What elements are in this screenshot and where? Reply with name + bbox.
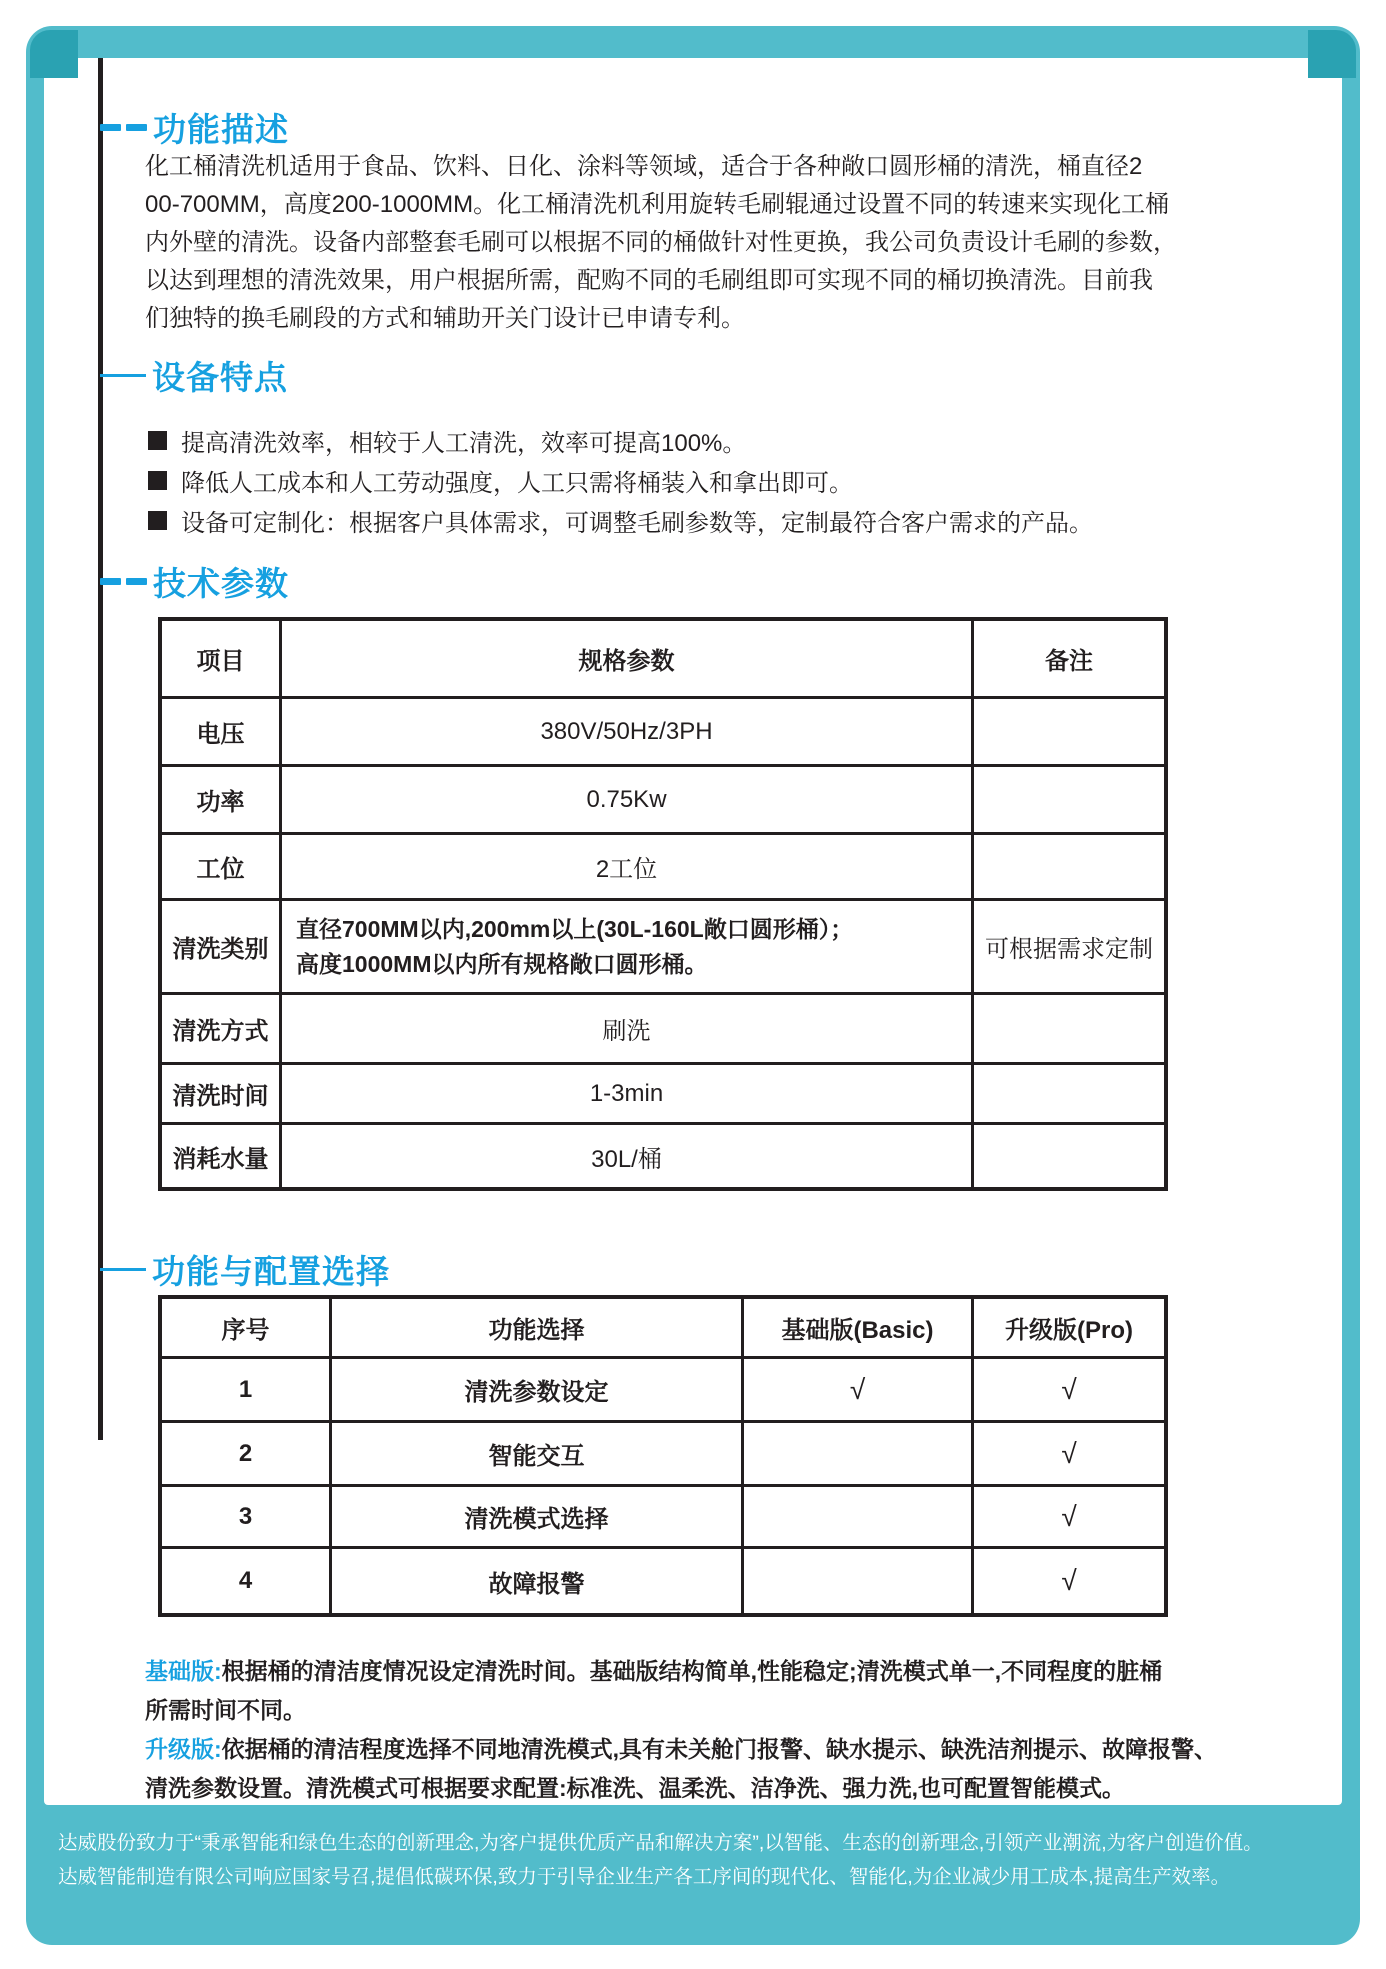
- header-cell: 基础版(Basic): [744, 1299, 974, 1356]
- remark-cell: [974, 835, 1164, 898]
- heading-line-icon: [100, 374, 146, 377]
- checkmark-icon: √: [849, 1373, 866, 1405]
- features-list: [148, 420, 1093, 540]
- note-line: [145, 1730, 1217, 1769]
- remark-cell: [974, 995, 1164, 1062]
- row-number-cell: 1: [162, 1359, 332, 1420]
- bullet-square-icon: [148, 431, 167, 450]
- spec-line: 高度1000MM以内所有规格敞口圆形桶。: [296, 950, 708, 977]
- spec-cell: [282, 901, 974, 992]
- left-section-rule: [98, 58, 103, 1440]
- remark-cell: [974, 767, 1164, 832]
- header-cell: 备注: [1045, 648, 1093, 675]
- header-cell: 规格参数: [282, 621, 974, 696]
- spec-cell: 1-3min: [282, 1065, 974, 1122]
- header-cell: 升级版(Pro): [1005, 1317, 1133, 1344]
- note-line: 清洗参数设置。清洗模式可根据要求配置:标准洗、温柔洗、洁净洗、强力洗,也可配置智能模式。: [145, 1775, 1126, 1801]
- basic-version-cell: [744, 1487, 974, 1546]
- param-name-cell: 清洗方式: [162, 995, 282, 1062]
- spec-cell: 0.75Kw: [282, 767, 974, 832]
- table-row: [162, 767, 1164, 835]
- param-name-cell: 消耗水量: [162, 1125, 282, 1187]
- row-number-cell: 3: [162, 1487, 332, 1546]
- note-text: 根据桶的清洁度情况设定清洗时间。基础版结构简单,性能稳定;清洗模式单一,不同程度的脏桶: [221, 1658, 1163, 1684]
- config-options-table: [158, 1295, 1168, 1617]
- table-row: [162, 1487, 1164, 1549]
- checkmark-icon: √: [1061, 1500, 1077, 1532]
- pro-version-cell: [974, 1359, 1164, 1420]
- table-header-row: [162, 1299, 1164, 1359]
- note-version-label: 升级版:: [145, 1736, 222, 1762]
- feature-name-cell: 清洗参数设定: [332, 1359, 744, 1420]
- param-name-cell: 电压: [162, 699, 282, 764]
- tech-params-table: [158, 617, 1168, 1191]
- pro-version-cell: [974, 1423, 1164, 1484]
- feature-name-cell: 故障报警: [332, 1549, 744, 1613]
- table-header-row: [162, 621, 1164, 699]
- table-row: [162, 835, 1164, 901]
- feature-text: 设备可定制化：根据客户具体需求，可调整毛刷参数等，定制最符合客户需求的产品。: [181, 509, 1093, 537]
- param-name-cell: 清洗时间: [162, 1065, 282, 1122]
- remark-cell: [974, 699, 1164, 764]
- section-heading-features: [100, 352, 288, 399]
- section-title: 技术参数: [153, 565, 289, 602]
- basic-version-cell: [744, 1549, 974, 1613]
- section-heading-function-desc: [100, 104, 289, 151]
- feature-text: 提高清洗效率，相较于人工清洗，效率可提高100%。: [181, 429, 747, 457]
- spec-cell: 380V/50Hz/3PH: [282, 699, 974, 764]
- row-number-cell: 4: [162, 1549, 332, 1613]
- basic-version-cell: [744, 1359, 974, 1420]
- feature-item: [148, 420, 1093, 460]
- table-row: [162, 995, 1164, 1065]
- function-description-paragraph: [145, 148, 1177, 338]
- footer-line: 达威股份致力于“秉承智能和绿色生态的创新理念,为客户提供优质产品和解决方案”,以智能、生态的创新理念,引领产业潮流,为客户创造价值。: [58, 1832, 1263, 1854]
- note-line: 所需时间不同。: [145, 1697, 306, 1723]
- param-name-cell: 清洗类别: [162, 901, 282, 992]
- heading-line-icon: [100, 1268, 146, 1271]
- bullet-square-icon: [148, 511, 167, 530]
- table-row: [162, 1423, 1164, 1487]
- pro-version-cell: [974, 1487, 1164, 1546]
- header-cell: 序号: [162, 1299, 332, 1356]
- row-number-cell: 2: [162, 1423, 332, 1484]
- corner-accent-top-left: [30, 30, 78, 78]
- table-row: [162, 1359, 1164, 1423]
- version-notes: [145, 1652, 1217, 1808]
- param-name-cell: 工位: [162, 835, 282, 898]
- spec-cell: 30L/桶: [282, 1125, 974, 1187]
- table-row: [162, 1065, 1164, 1125]
- param-name-cell: 功率: [162, 767, 282, 832]
- bullet-square-icon: [148, 471, 167, 490]
- paragraph-line: 化工桶清洗机适用于食品、饮料、日化、涂料等领域，适合于各种敞口圆形桶的清洗，桶直径2: [145, 153, 1143, 180]
- section-title: 功能与配置选择: [152, 1253, 390, 1290]
- footer-company-statement: [58, 1826, 1263, 1894]
- table-row: [162, 901, 1164, 995]
- paragraph-line: 以达到理想的清洗效果，用户根据所需，配购不同的毛刷组即可实现不同的桶切换清洗。目前我: [145, 267, 1153, 294]
- remark-cell: [974, 1125, 1164, 1187]
- spec-cell: 刷洗: [282, 995, 974, 1062]
- note-line: [145, 1652, 1217, 1691]
- basic-version-cell: [744, 1423, 974, 1484]
- remark-cell: [974, 1065, 1164, 1122]
- footer-line: 达威智能制造有限公司响应国家号召,提倡低碳环保,致力于引导企业生产各工序间的现代化、智能化,为企业减少用工成本,提高生产效率。: [58, 1866, 1231, 1888]
- paragraph-line: 00-700MM，高度200-1000MM。化工桶清洗机利用旋转毛刷辊通过设置不同的转速来实现化工桶: [145, 191, 1170, 218]
- corner-accent-top-right: [1308, 30, 1356, 78]
- pro-version-cell: [974, 1549, 1164, 1613]
- checkmark-icon: √: [1061, 1437, 1077, 1469]
- section-heading-config: [100, 1246, 390, 1293]
- feature-item: [148, 460, 1093, 500]
- paragraph-line: 内外壁的清洗。设备内部整套毛刷可以根据不同的桶做针对性更换，我公司负责设计毛刷的参数，: [145, 229, 1177, 256]
- heading-dash-icon: [100, 124, 147, 131]
- paragraph-line: 们独特的换毛刷段的方式和辅助开关门设计已申请专利。: [145, 305, 745, 332]
- feature-name-cell: 清洗模式选择: [332, 1487, 744, 1546]
- feature-text: 降低人工成本和人工劳动强度，人工只需将桶装入和拿出即可。: [181, 469, 853, 497]
- spec-line: 直径700MM以内,200mm以上(30L-160L敞口圆形桶）；: [296, 915, 854, 942]
- heading-dash-icon: [100, 578, 147, 585]
- section-heading-tech-params: [100, 558, 289, 605]
- header-cell: 功能选择: [332, 1299, 744, 1356]
- table-row: [162, 1549, 1164, 1613]
- remark-cell: 可根据需求定制: [985, 936, 1153, 963]
- checkmark-icon: √: [1061, 1373, 1077, 1405]
- header-cell: 项目: [162, 621, 282, 696]
- section-title: 设备特点: [152, 359, 288, 396]
- section-title: 功能描述: [153, 111, 289, 148]
- note-version-label: 基础版:: [145, 1658, 222, 1684]
- feature-name-cell: 智能交互: [332, 1423, 744, 1484]
- checkmark-icon: √: [1061, 1565, 1077, 1596]
- feature-item: [148, 500, 1093, 540]
- note-text: 依据桶的清洁程度选择不同地清洗模式,具有未关舱门报警、缺水提示、缺洗洁剂提示、故障报警、: [221, 1736, 1218, 1762]
- spec-cell: 2工位: [282, 835, 974, 898]
- table-row: [162, 1125, 1164, 1187]
- table-row: [162, 699, 1164, 767]
